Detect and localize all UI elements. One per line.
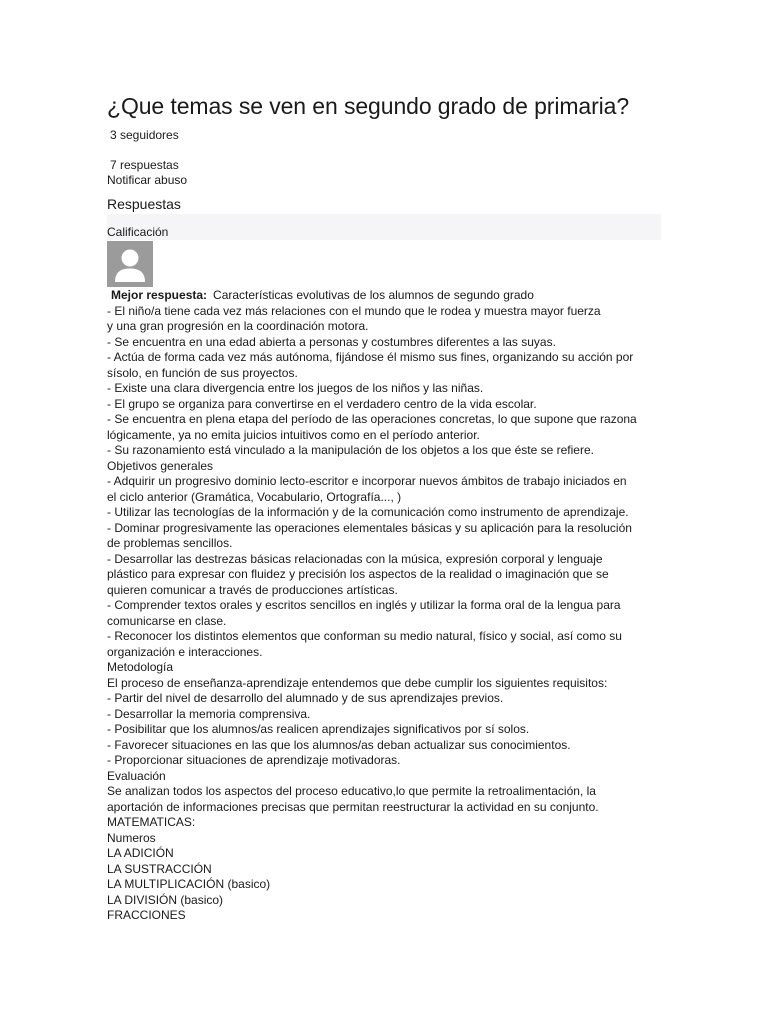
answer-line: - Comprender textos orales y escritos sencillos en inglés y utilizar la forma oral de la lengua para [107, 598, 621, 612]
best-answer-intro: Características evolutivas de los alumnos de segundo grado [213, 288, 534, 302]
answer-line: sísolo, en función de sus proyectos. [107, 365, 298, 380]
answer-line: - Proporcionar situaciones de aprendizaje motivadoras. [107, 753, 401, 767]
answer-line: organización e interacciones. [107, 644, 263, 659]
answer-line: - Su razonamiento está vinculado a la manipulación de los objetos a los que éste se refiere. [107, 443, 594, 457]
answer-line: - Se encuentra en plena etapa del período de las operaciones concretas, lo que supone que razona [107, 412, 637, 426]
followers-count[interactable]: 3 seguidores [110, 128, 179, 142]
answer-line: el ciclo anterior (Gramática, Vocabulario, Ortografía..., ) [107, 489, 402, 504]
answer-line: LA DIVISIÓN (basico) [107, 892, 224, 907]
question-title: ¿Que temas se ven en segundo grado de primaria? [107, 93, 630, 119]
user-silhouette-icon [107, 241, 153, 287]
answer-line: Objetivos generales [107, 458, 214, 473]
answer-line: - Dominar progresivamente las operaciones elementales básicas y su aplicación para la resolución [107, 520, 632, 535]
best-answer-label: Mejor respuesta: [111, 288, 208, 302]
answer-line: - Actúa de forma cada vez más autónoma, fijándose él mismo sus fines, organizando su acción por [107, 350, 634, 364]
answer-line: y una gran progresión en la coordinación motora. [107, 319, 369, 333]
answer-line: - Desarrollar las destrezas básicas relacionadas con la música, expresión corporal y lenguaje [107, 551, 603, 566]
answer-line: plástico para expresar con fluidez y precisión los aspectos de la realidad o imaginación que se [107, 567, 609, 581]
rating-bar [107, 214, 661, 240]
answer-line: - Partir del nivel de desarrollo del alumnado y de sus aprendizajes previos. [107, 691, 504, 705]
answer-line: - Se encuentra en una edad abierta a personas y costumbres diferentes a las suyas. [107, 334, 556, 349]
best-answer [107, 288, 667, 924]
answer-line: comunicarse en clase. [107, 613, 227, 628]
answer-line: - Desarrollar la memoria comprensiva. [107, 706, 311, 721]
answer-line: - El grupo se organiza para convertirse en el verdadero centro de la vida escolar. [107, 396, 537, 411]
answer-line: quieren comunicar a través de producciones artísticas. [107, 582, 398, 597]
answer-line: El proceso de enseñanza-aprendizaje entendemos que debe cumplir los siguientes requisitos: [107, 675, 608, 690]
answer-line: de problemas sencillos. [107, 536, 233, 550]
best-answer-header [107, 288, 667, 304]
rating-label: Calificación [107, 225, 169, 239]
answer-line: - Posibilitar que los alumnos/as realicen aprendizajes significativos por sí solos. [107, 722, 530, 736]
answer-line: - Adquirir un progresivo dominio lecto-escritor e incorporar nuevos ámbitos de trabajo iniciados en [107, 474, 627, 488]
answer-body [107, 304, 667, 924]
report-abuse-link[interactable]: Notificar abuso [107, 173, 188, 187]
answer-line: - Reconocer los distintos elementos que conforman su medio natural, físico y social, así como su [107, 629, 622, 643]
answer-line: Evaluación [107, 768, 166, 783]
answer-line: Metodología [107, 660, 174, 674]
answer-line: LA SUSTRACCIÓN [107, 861, 212, 876]
answer-line: LA ADICIÓN [107, 846, 174, 860]
answer-line: FRACCIONES [107, 908, 186, 922]
answer-line: - Favorecer situaciones en las que los alumnos/as deban actualizar sus conocimientos. [107, 737, 571, 752]
answer-line: lógicamente, ya no emita juicios intuitivos como en el período anterior. [107, 427, 480, 442]
answer-line: aportación de informaciones precisas que permitan reestructurar la actividad en su conjunto. [107, 799, 599, 814]
answer-line: - Existe una clara divergencia entre los juegos de los niños y las niñas. [107, 381, 484, 395]
avatar[interactable] [107, 241, 153, 287]
answer-line: LA MULTIPLICACIÓN (basico) [107, 877, 271, 891]
answer-line: Numeros [107, 830, 156, 845]
answers-count: 7 respuestas [110, 158, 179, 172]
answer-line: MATEMATICAS: [107, 815, 196, 829]
answer-line: Se analizan todos los aspectos del proceso educativo,lo que permite la retroalimentación, la [107, 784, 596, 798]
answer-line: - El niño/a tiene cada vez más relaciones con el mundo que le rodea y muestra mayor fuerza [107, 303, 601, 318]
answer-line: - Utilizar las tecnologías de la información y de la comunicación como instrumento de aprendizaje. [107, 505, 629, 519]
answers-heading: Respuestas [107, 196, 181, 212]
